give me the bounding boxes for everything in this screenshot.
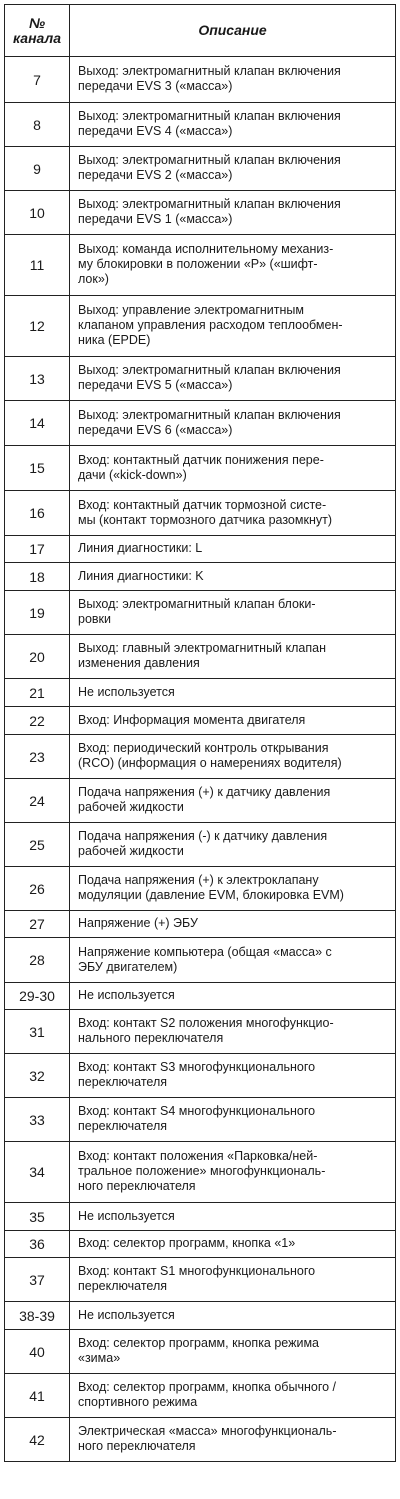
- table-row: [5, 707, 396, 735]
- channel-description: Вход: контакт положения «Парковка/ней- тральное положение» многофункциональ- ного переключателя: [70, 1142, 396, 1203]
- channel-number: 29-30: [5, 983, 70, 1010]
- channel-number: 10: [5, 191, 70, 235]
- table-row: [5, 296, 396, 357]
- channel-description: Выход: электромагнитный клапан включения передачи EVS 4 («масса»): [70, 103, 396, 147]
- table-row: [5, 635, 396, 679]
- table-row: [5, 191, 396, 235]
- channel-number: 24: [5, 779, 70, 823]
- channel-description: Вход: контактный датчик понижения пере- дачи («kick-down»): [70, 446, 396, 491]
- channel-description: Электрическая «масса» многофункциональ- ного переключателя: [70, 1418, 396, 1462]
- channel-number: 36: [5, 1231, 70, 1258]
- channel-number: 17: [5, 536, 70, 563]
- channel-description: Не используется: [70, 1203, 396, 1231]
- channel-description: Вход: контакт S1 многофункционального переключателя: [70, 1258, 396, 1302]
- channel-number: 13: [5, 357, 70, 401]
- channel-number: 33: [5, 1098, 70, 1142]
- table-row: [5, 591, 396, 635]
- channel-description: Подача напряжения (-) к датчику давления рабочей жидкости: [70, 823, 396, 867]
- table-row: [5, 446, 396, 491]
- channel-description: Выход: электромагнитный клапан включения передачи EVS 5 («масса»): [70, 357, 396, 401]
- channel-description: Выход: электромагнитный клапан блоки- ровки: [70, 591, 396, 635]
- channel-number: 28: [5, 938, 70, 983]
- table-row: [5, 1142, 396, 1203]
- table-row: [5, 1054, 396, 1098]
- channel-description: Линия диагностики: L: [70, 536, 396, 563]
- channel-description: Выход: главный электромагнитный клапан изменения давления: [70, 635, 396, 679]
- channel-description: Вход: селектор программ, кнопка «1»: [70, 1231, 396, 1258]
- channel-number: 12: [5, 296, 70, 357]
- channel-number: 32: [5, 1054, 70, 1098]
- header-description: Описание: [70, 5, 396, 57]
- table-row: [5, 679, 396, 707]
- table-row: [5, 1203, 396, 1231]
- table-row: [5, 867, 396, 911]
- channel-description: Не используется: [70, 679, 396, 707]
- channel-description: Не используется: [70, 1302, 396, 1330]
- channel-number: 15: [5, 446, 70, 491]
- table-row: [5, 235, 396, 296]
- channel-description: Выход: команда исполнительному механиз- му блокировки в положении «P» («шифт- лок»): [70, 235, 396, 296]
- table-row: [5, 1010, 396, 1054]
- channel-number: 8: [5, 103, 70, 147]
- table-row: [5, 983, 396, 1010]
- table-row: [5, 57, 396, 103]
- channel-number: 31: [5, 1010, 70, 1054]
- channel-number: 9: [5, 147, 70, 191]
- table-row: [5, 1098, 396, 1142]
- table-row: [5, 1231, 396, 1258]
- header-channel-number: [5, 5, 70, 57]
- table-row: [5, 823, 396, 867]
- table-row: [5, 779, 396, 823]
- table-row: [5, 147, 396, 191]
- channel-number: 34: [5, 1142, 70, 1203]
- channel-description: Вход: Информация момента двигателя: [70, 707, 396, 735]
- table-row: [5, 103, 396, 147]
- channel-number: 18: [5, 563, 70, 591]
- channel-number: 16: [5, 491, 70, 536]
- table-row: [5, 536, 396, 563]
- table-body: [5, 57, 396, 1462]
- channel-number: 22: [5, 707, 70, 735]
- table-row: [5, 401, 396, 446]
- table-row: [5, 357, 396, 401]
- channel-number: 25: [5, 823, 70, 867]
- channel-description: Не используется: [70, 983, 396, 1010]
- channel-description: Вход: периодический контроль открывания (RCO) (информация о намерениях водителя): [70, 735, 396, 779]
- channel-description: Выход: управление электромагнитным клапаном управления расходом теплообмен- ника (EPDE): [70, 296, 396, 357]
- channel-description: Вход: контакт S2 положения многофункцио- нального переключателя: [70, 1010, 396, 1054]
- channel-number: 42: [5, 1418, 70, 1462]
- channel-number: 40: [5, 1330, 70, 1374]
- channel-number: 11: [5, 235, 70, 296]
- channel-description: Выход: электромагнитный клапан включения передачи EVS 6 («масса»): [70, 401, 396, 446]
- channel-number: 26: [5, 867, 70, 911]
- channel-description: Напряжение компьютера (общая «масса» с ЭБУ двигателем): [70, 938, 396, 983]
- channel-description: Вход: контактный датчик тормозной систе- мы (контакт тормозного датчика разомкнут): [70, 491, 396, 536]
- channel-number: 14: [5, 401, 70, 446]
- channel-description: Вход: контакт S3 многофункционального переключателя: [70, 1054, 396, 1098]
- channel-description: Вход: селектор программ, кнопка режима «зима»: [70, 1330, 396, 1374]
- channel-description: Подача напряжения (+) к датчику давления рабочей жидкости: [70, 779, 396, 823]
- table-row: [5, 911, 396, 938]
- table-row: [5, 1374, 396, 1418]
- channel-description: Подача напряжения (+) к электроклапану модуляции (давление EVM, блокировка EVM): [70, 867, 396, 911]
- table-row: [5, 1302, 396, 1330]
- channel-description: Вход: селектор программ, кнопка обычного / спортивного режима: [70, 1374, 396, 1418]
- channel-description: Выход: электромагнитный клапан включения передачи EVS 3 («масса»): [70, 57, 396, 103]
- table-row: [5, 1258, 396, 1302]
- channel-number: 7: [5, 57, 70, 103]
- table-header-row: [5, 5, 396, 57]
- table-row: [5, 491, 396, 536]
- table-row: [5, 938, 396, 983]
- channel-description: Напряжение (+) ЭБУ: [70, 911, 396, 938]
- channel-number: 23: [5, 735, 70, 779]
- channel-description: Линия диагностики: K: [70, 563, 396, 591]
- channel-number: 27: [5, 911, 70, 938]
- channel-table: [4, 4, 396, 1462]
- channel-description: Вход: контакт S4 многофункционального переключателя: [70, 1098, 396, 1142]
- table-row: [5, 735, 396, 779]
- channel-number: 35: [5, 1203, 70, 1231]
- channel-number: 20: [5, 635, 70, 679]
- channel-description: Выход: электромагнитный клапан включения передачи EVS 2 («масса»): [70, 147, 396, 191]
- table-row: [5, 1418, 396, 1462]
- channel-number: 38-39: [5, 1302, 70, 1330]
- table-row: [5, 563, 396, 591]
- channel-description: Выход: электромагнитный клапан включения передачи EVS 1 («масса»): [70, 191, 396, 235]
- channel-number: 19: [5, 591, 70, 635]
- channel-number: 21: [5, 679, 70, 707]
- channel-number: 41: [5, 1374, 70, 1418]
- header-channel-number-label: № канала: [13, 14, 61, 46]
- table-row: [5, 1330, 396, 1374]
- channel-number: 37: [5, 1258, 70, 1302]
